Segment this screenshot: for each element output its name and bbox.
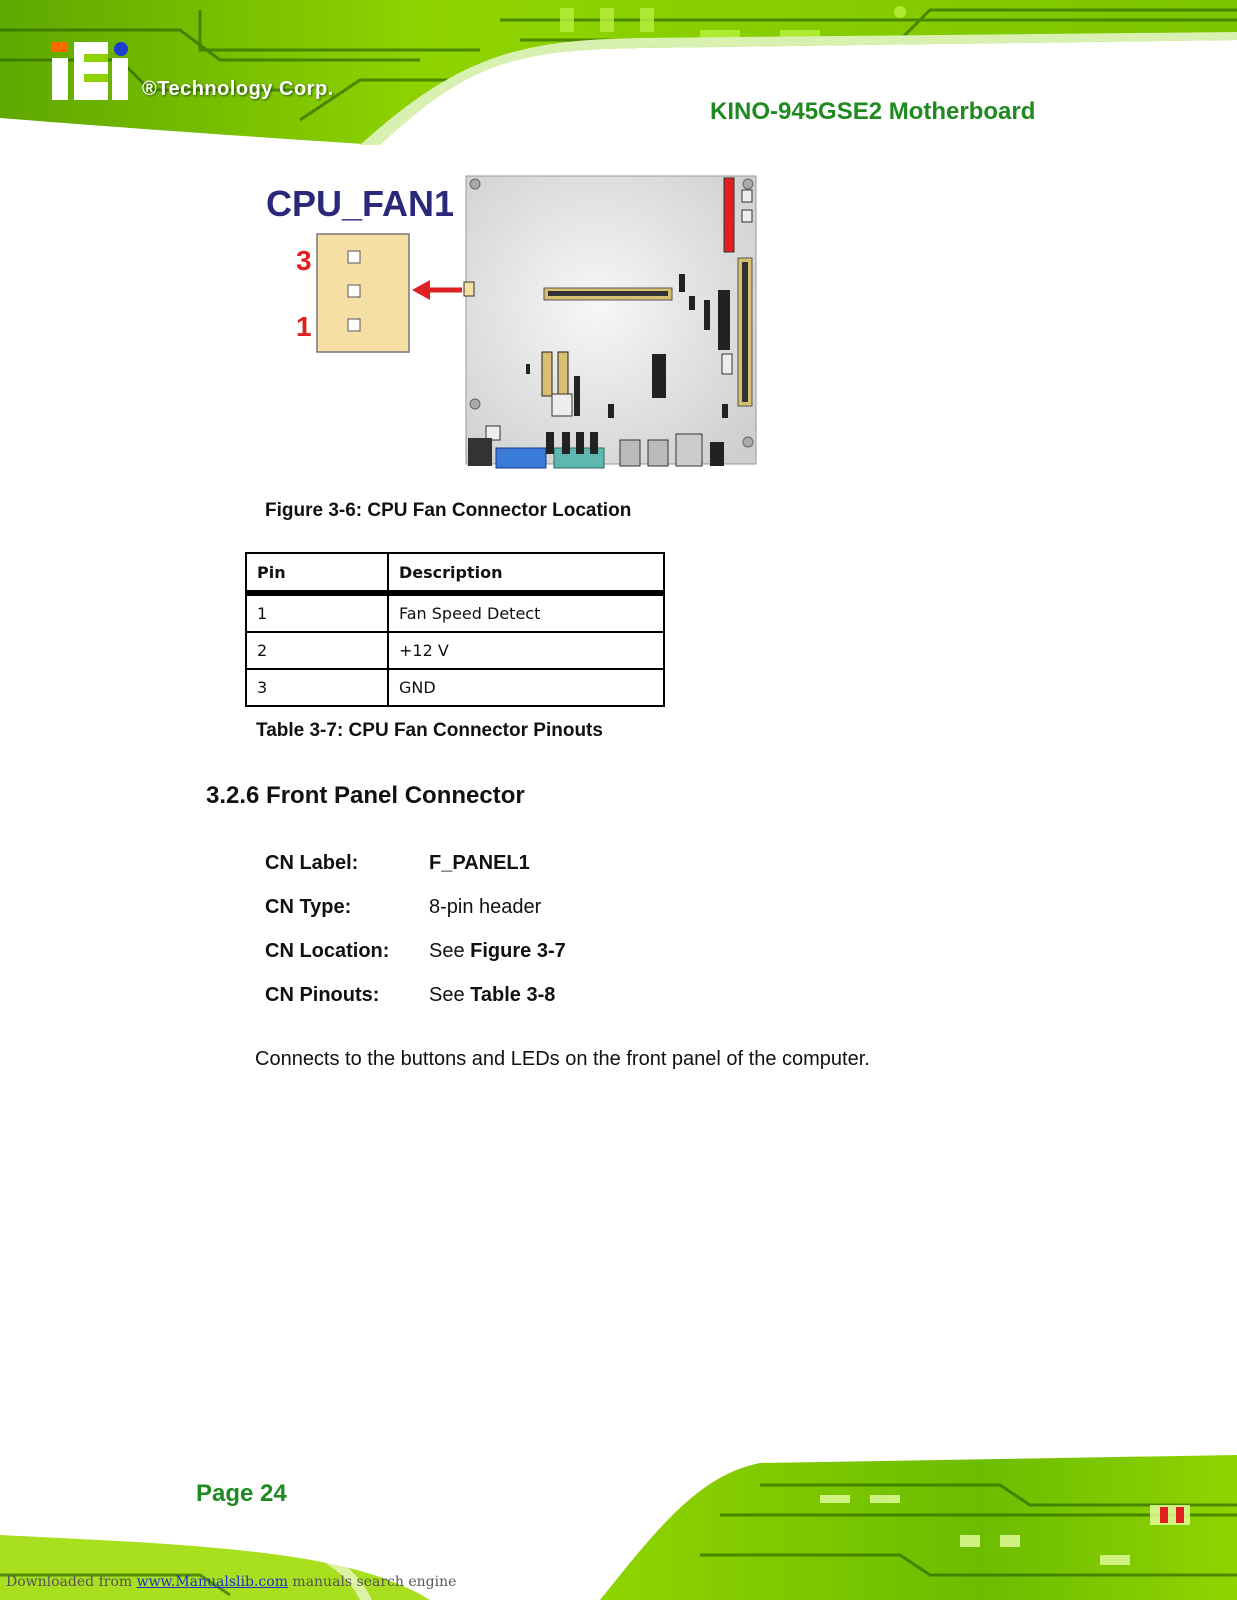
table-row — [246, 593, 664, 632]
table-caption: Table 3-7: CPU Fan Connector Pinouts — [256, 720, 603, 741]
cn-location-value — [429, 940, 566, 963]
table-row — [246, 632, 664, 669]
cn-pinouts-value — [429, 984, 555, 1007]
pin-3-label: 3 — [296, 245, 312, 276]
table-row — [246, 669, 664, 706]
document-title: KINO-945GSE2 Motherboard — [710, 98, 1036, 125]
cell-pin: 2 — [246, 632, 388, 669]
cell-description: +12 V — [388, 632, 664, 669]
section-heading: 3.2.6 Front Panel Connector — [206, 782, 525, 809]
motherboard — [466, 176, 756, 464]
motherboard-diagram — [262, 172, 762, 484]
figure-caption: Figure 3-6: CPU Fan Connector Location — [265, 500, 632, 521]
pinout-table — [245, 552, 665, 707]
connector-label: CPU_FAN1 — [266, 183, 455, 224]
download-notice — [6, 1574, 456, 1590]
column-header-pin: Pin — [246, 553, 388, 593]
pointer-arrow-icon — [412, 280, 462, 300]
iei-logo-icon — [52, 42, 128, 100]
table-header-row — [246, 553, 664, 593]
cell-description: Fan Speed Detect — [388, 593, 664, 632]
cell-pin: 3 — [246, 669, 388, 706]
header-banner — [0, 0, 1237, 145]
download-suffix: manuals search engine — [287, 1574, 457, 1590]
fan-connector-shape — [317, 234, 409, 352]
table-reference-link[interactable]: Table 3-8 — [470, 984, 556, 1006]
cn-location-prefix: See — [429, 940, 471, 962]
cn-pinouts-prefix: See — [429, 984, 471, 1006]
pin-1-label: 1 — [296, 311, 312, 342]
download-prefix: Downloaded from — [6, 1574, 137, 1590]
figure-reference-link[interactable]: Figure 3-7 — [470, 940, 566, 962]
cell-description: GND — [388, 669, 664, 706]
cn-pinouts-key: CN Pinouts: — [265, 984, 380, 1006]
cell-pin: 1 — [246, 593, 388, 632]
pcb-header-graphic — [0, 0, 1237, 145]
cn-location-key: CN Location: — [265, 940, 390, 962]
cn-type-value: 8-pin header — [429, 896, 542, 918]
manualslib-link[interactable]: www.Manualslib.com — [136, 1574, 288, 1590]
brand-name: ®Technology Corp. — [142, 78, 334, 100]
section-description: Connects to the buttons and LEDs on the front panel of the computer. — [255, 1048, 870, 1070]
cn-type-key: CN Type: — [265, 896, 352, 918]
cn-label-key: CN Label: — [265, 852, 359, 874]
column-header-description: Description — [388, 553, 664, 593]
cpu-fan-figure — [262, 172, 762, 484]
page-number: Page 24 — [196, 1480, 287, 1507]
cn-label-value: F_PANEL1 — [429, 852, 530, 874]
